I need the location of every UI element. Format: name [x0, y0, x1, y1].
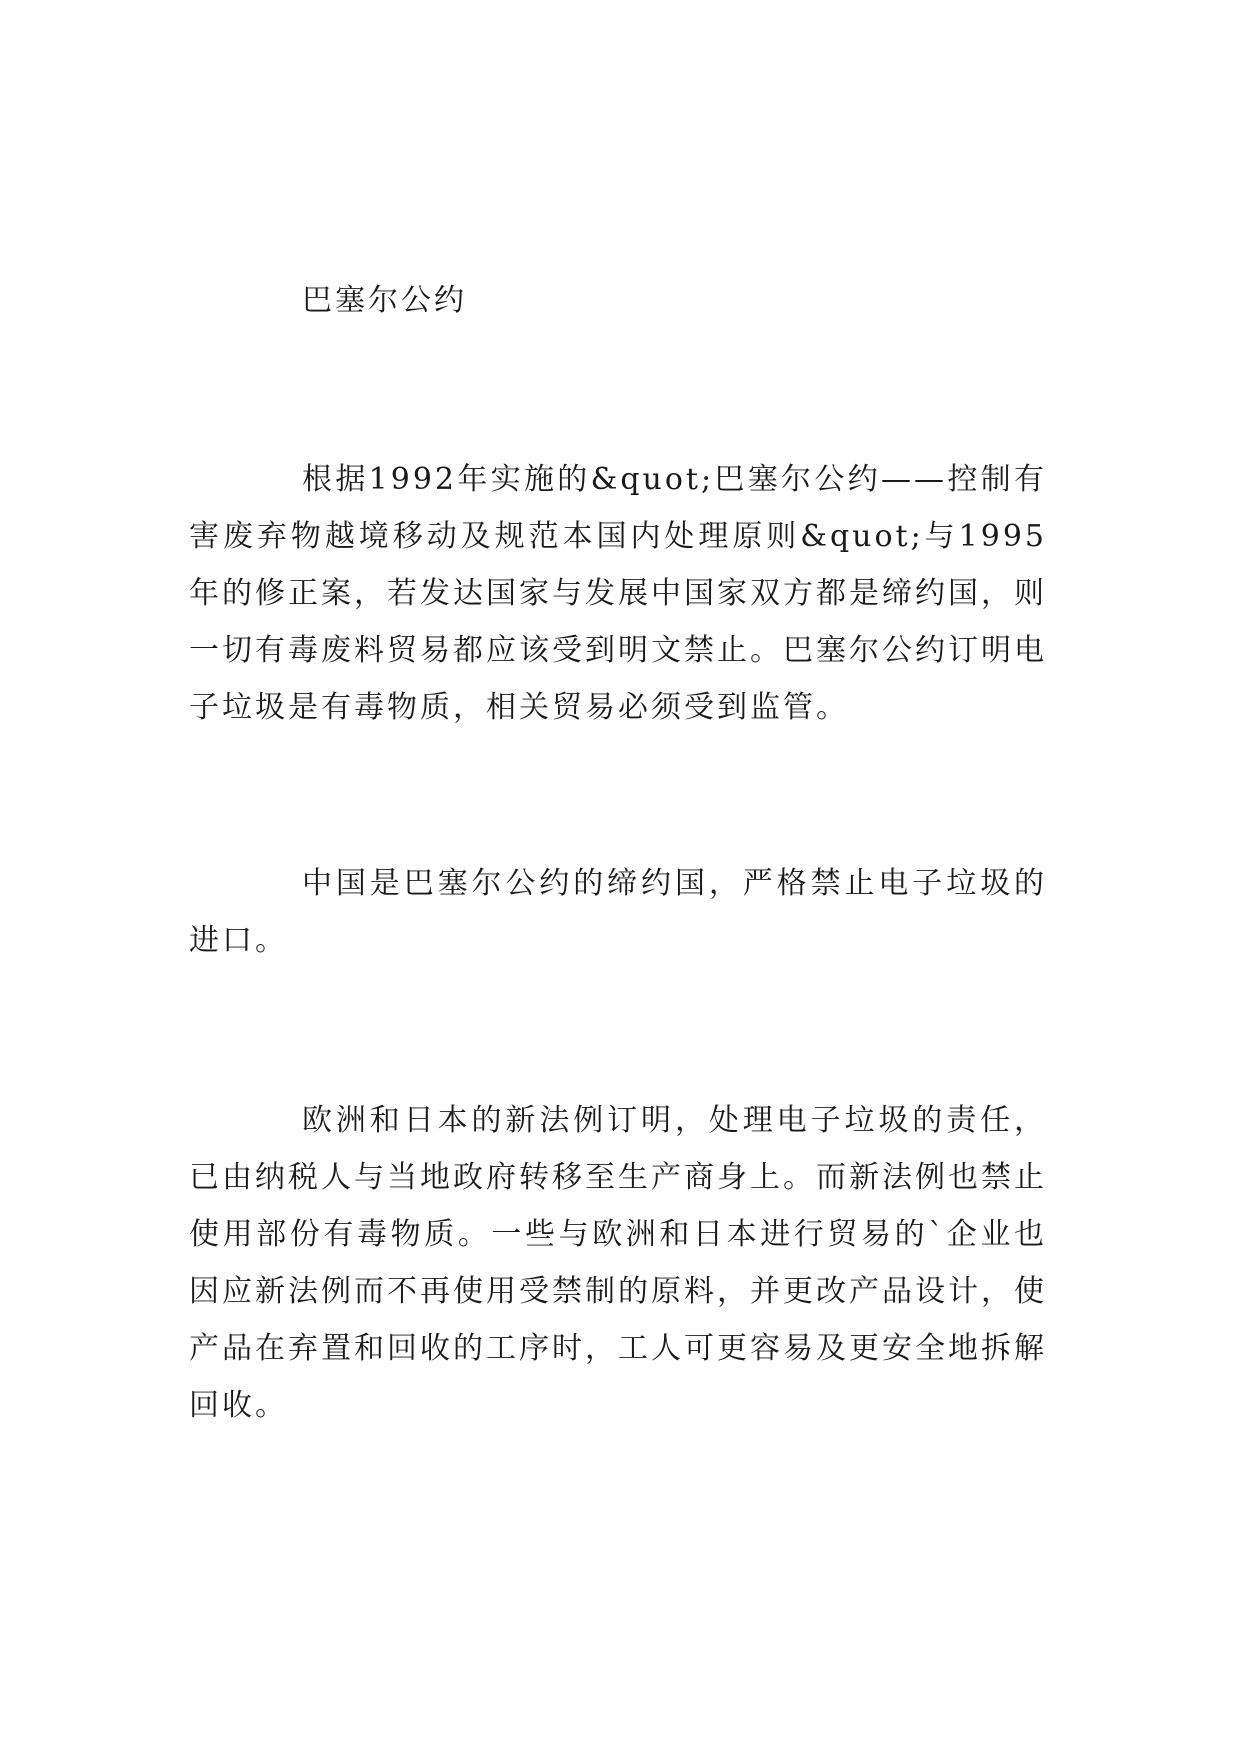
document-title: 巴塞尔公约: [302, 283, 467, 318]
paragraph-basel-convention: 根据1992年实施的&quot;巴塞尔公约——控制有害废弃物越境移动及规范本国内处理原则&quot;与1995年的修正案，若发达国家与发展中国家双方都是缔约国，则一切有毒废料贸易都应该受到明文禁止。巴塞尔公约订明电子垃圾是有毒物质，相关贸易必须受到监管。: [189, 462, 1047, 725]
paragraph-china-party: 中国是巴塞尔公约的缔约国，严格禁止电子垃圾的进口。: [189, 866, 1047, 958]
paragraph-europe-japan-law: 欧洲和日本的新法例订明，处理电子垃圾的责任，已由纳税人与当地政府转移至生产商身上。而新法例也禁止使用部份有毒物质。一些与欧洲和日本进行贸易的`企业也因应新法例而不再使用受禁制的原料，并更改产品设计，使产品在弃置和回收的工序时，工人可更容易及更安全地拆解回收。: [189, 1103, 1047, 1423]
